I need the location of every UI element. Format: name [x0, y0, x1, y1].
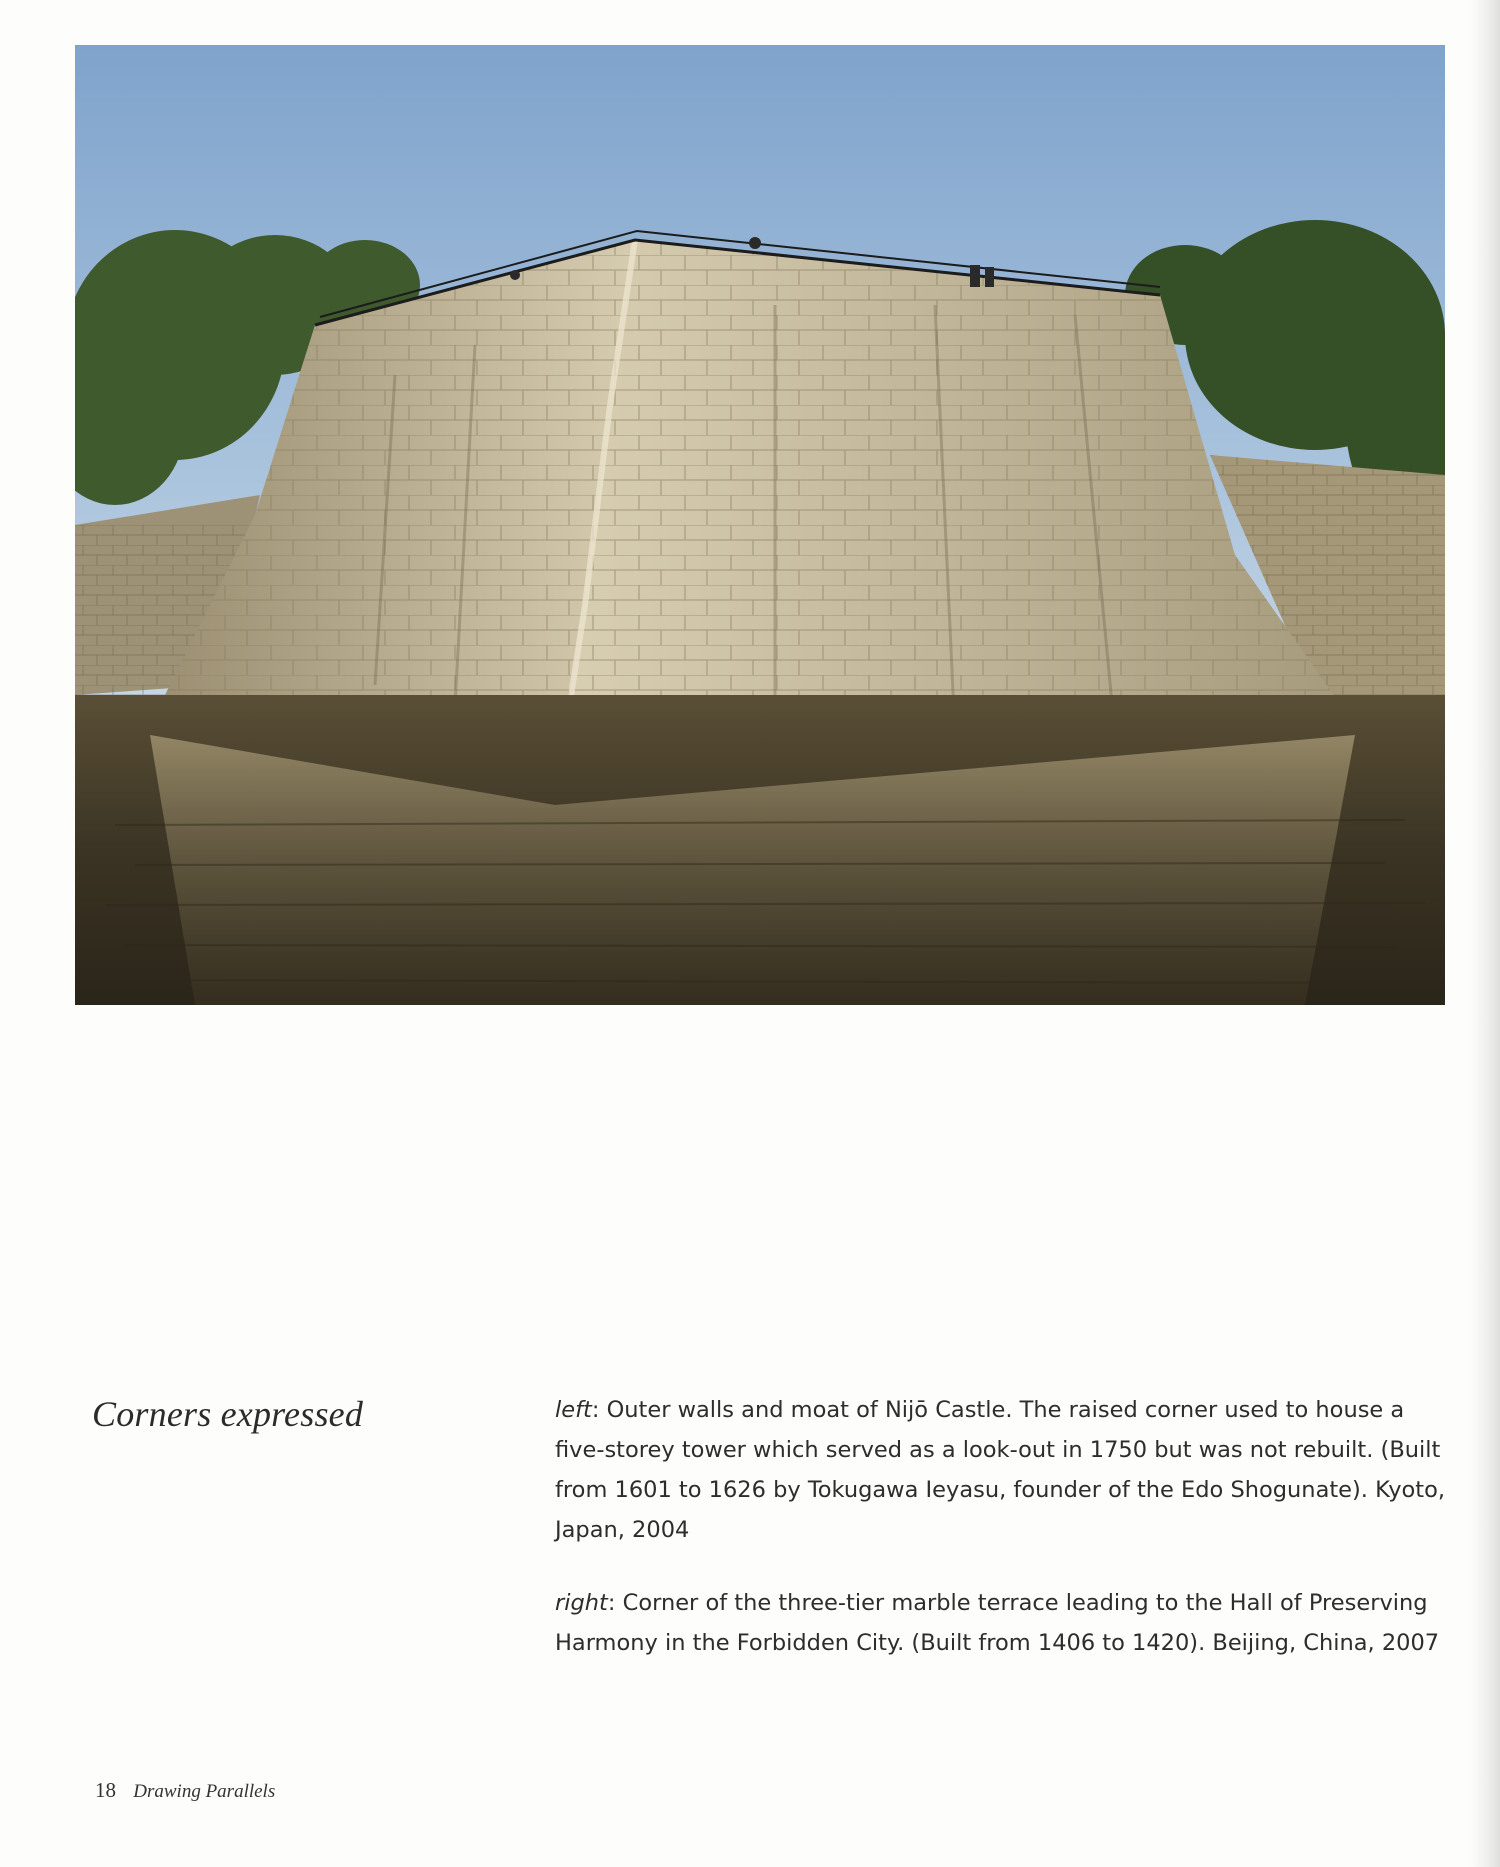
running-title: Drawing Parallels — [133, 1781, 276, 1802]
page-footer — [95, 1778, 275, 1803]
section-title: Corners expressed — [92, 1394, 364, 1434]
castle-wall-photo — [75, 45, 1445, 1005]
caption-lead-left: left — [555, 1397, 592, 1423]
caption-right — [555, 1583, 1455, 1663]
page-number: 18 — [95, 1778, 116, 1802]
caption-text-right: : Corner of the three-tier marble terrace leading to the Hall of Preserving Harmony in the Forbidden City. (Built from 1406 to 1420). Beijing, China, 2007 — [555, 1590, 1440, 1656]
castle-wall-illustration — [75, 45, 1445, 1005]
caption-left — [555, 1390, 1455, 1550]
caption-lead-right: right — [555, 1590, 608, 1616]
caption-text-left: : Outer walls and moat of Nijō Castle. The raised corner used to house a five-storey tower which served as a look-out in 1750 but was not rebuilt. (Built from 1601 to 1626 by Tokugawa Ieyasu, founder of the Edo Shogunate). Kyoto, Japan, 2004 — [555, 1397, 1446, 1543]
caption-block — [555, 1390, 1455, 1663]
page-gutter-shadow — [1470, 0, 1500, 1867]
